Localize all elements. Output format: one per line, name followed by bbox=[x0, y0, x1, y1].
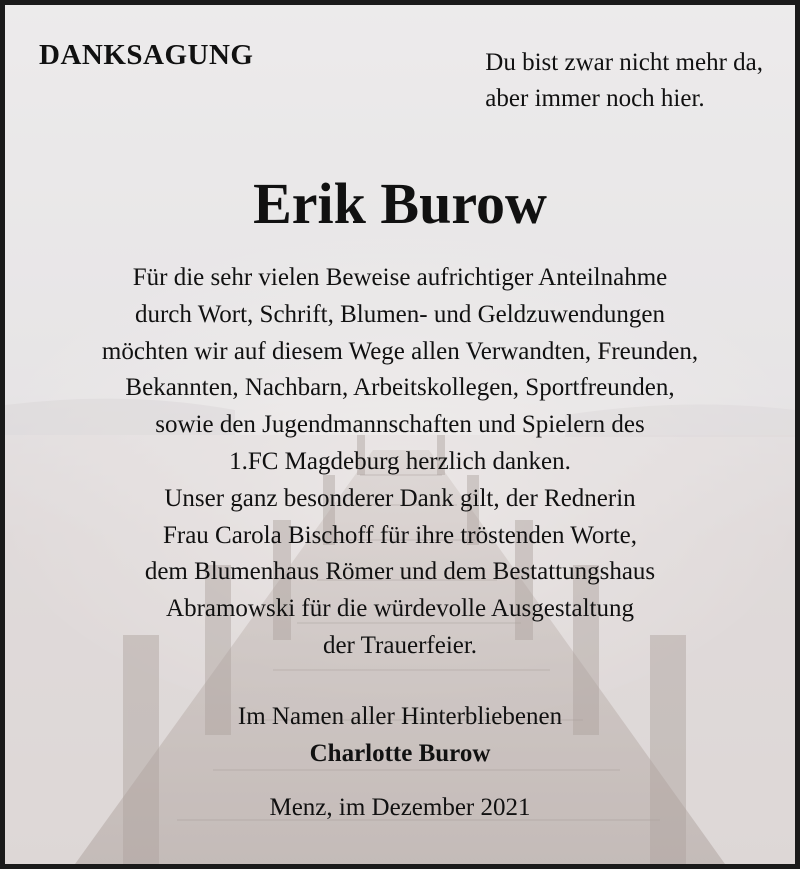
text-line: Bekannten, Nachbarn, Arbeitskollegen, Sportfreunden, bbox=[125, 374, 675, 402]
text-line: Abramowski für die würdevolle Ausgestaltung bbox=[166, 595, 634, 623]
text-line: der Trauerfeier. bbox=[322, 631, 478, 659]
motto bbox=[485, 45, 763, 117]
text-line: Für die sehr vielen Beweise aufrichtiger Anteilnahme bbox=[132, 264, 668, 291]
heading: DANKSAGUNG bbox=[39, 39, 254, 71]
deceased-name: Erik Burow bbox=[253, 171, 547, 236]
text-line: durch Wort, Schrift, Blumen- und Geldzuwendungen bbox=[134, 300, 666, 328]
signature-name: Charlotte Burow bbox=[309, 740, 491, 767]
place-date: Menz, im Dezember 2021 bbox=[269, 794, 531, 821]
text-line: sowie den Jugendmannschaften und Spielern des bbox=[155, 411, 645, 439]
text-line: Unser ganz besonderer Dank gilt, der Rednerin bbox=[164, 484, 636, 512]
motto-line: aber immer noch hier. bbox=[485, 85, 705, 112]
text-line: möchten wir auf diesem Wege allen Verwandten, Freunden, bbox=[101, 337, 699, 365]
text-line: 1.FC Magdeburg herzlich danken. bbox=[229, 447, 571, 475]
text-line: dem Blumenhaus Römer und dem Bestattungshaus bbox=[144, 558, 656, 586]
thank-you-text bbox=[5, 260, 795, 665]
signature-block bbox=[5, 698, 795, 772]
text-line: Frau Carola Bischoff für ihre tröstenden Worte, bbox=[162, 521, 638, 549]
signature-intro: Im Namen aller Hinterbliebenen bbox=[237, 703, 563, 730]
motto-line: Du bist zwar nicht mehr da, bbox=[485, 49, 763, 76]
